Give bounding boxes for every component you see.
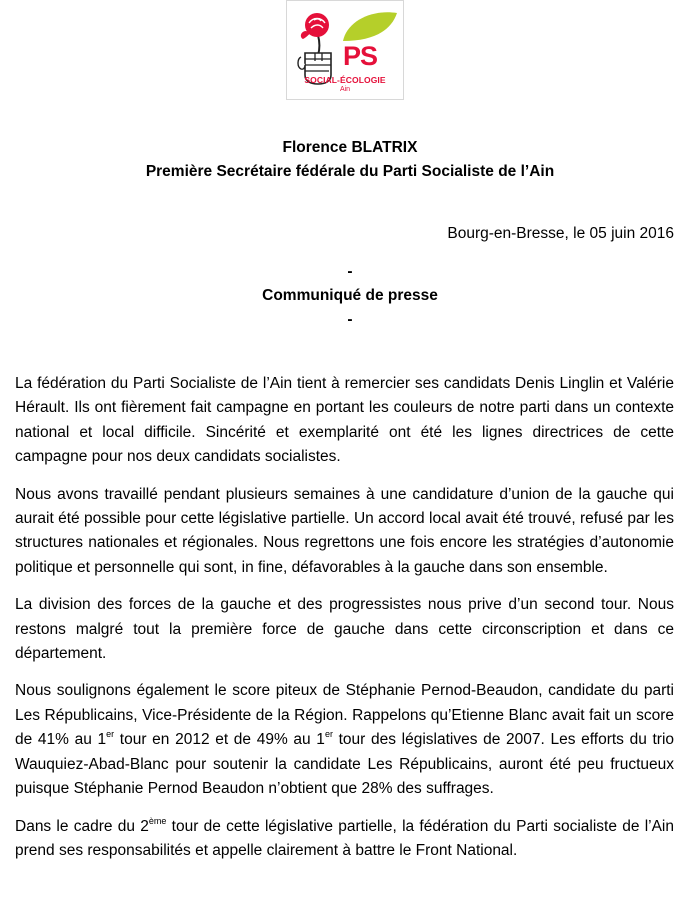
separator-bottom: -: [347, 311, 353, 328]
paragraph-4: Nous soulignons également le score piteux de Stéphanie Pernod-Beaudon, candidate du parti Les Républicains, Vice-Présidente de la Région. Rappelons qu’Etienne Blanc avait fait un score de 41% au 1er tour en 2012 et de 49% au 1er tour des législatives de 2007. Les efforts du trio Wauquiez-Abad-Blanc pour soutenir la candidate Les Républicains, auront été peu fructueux puisque Stéphanie Pernod Beaudon n’obtient que 28% des suffrages.: [15, 682, 675, 798]
document-title: Communiqué de presse: [262, 287, 438, 304]
ps-logo: [286, 0, 404, 100]
paragraph-2: Nous avons travaillé pendant plusieurs semaines à une candidature d’union de la gauche qui aurait été possible pour cette législative partielle. Un accord local avait été trouvé, refusé par les structures nationales et régionales. Nous regrettons une fois encore les stratégies d’autonomie politique et personnelle qui sont, in fine, défavorables à la gauche dans son ensemble.: [15, 485, 674, 576]
author-role: Première Secrétaire fédérale du Parti Socialiste de l’Ain: [145, 163, 555, 180]
logo-ps-text: PS: [343, 41, 378, 71]
separator-top: -: [347, 263, 353, 280]
author-block: [0, 136, 700, 184]
paragraph-1: La fédération du Parti Socialiste de l’Ain tient à remercier ses candidats Denis Linglin et Valérie Hérault. Ils ont fièrement fait campagne en portant les couleurs de notre parti dans un contexte national et local difficile. Sincérité et exemplarité ont été les lignes directrices de cette campagne pour nos deux candidats socialistes.: [15, 375, 674, 466]
dateline: Bourg-en-Bresse, le 05 juin 2016: [447, 225, 674, 242]
logo-region: Ain: [339, 86, 351, 93]
paragraph-5: Dans le cadre du 2ème tour de cette législative partielle, la fédération du Parti socialiste de l’Ain prend ses responsabilités et appelle clairement à battre le Front National.: [15, 815, 674, 859]
press-release-body: [15, 372, 674, 876]
logo-subtitle: SOCIAL-ÉCOLOGIE: [304, 75, 386, 85]
author-name: Florence BLATRIX: [282, 139, 418, 156]
paragraph-3: La division des forces de la gauche et des progressistes nous prive d’un second tour. Nous restons malgré tout la première force de gauche dans cette circonscription et dans ce département.: [15, 596, 674, 663]
